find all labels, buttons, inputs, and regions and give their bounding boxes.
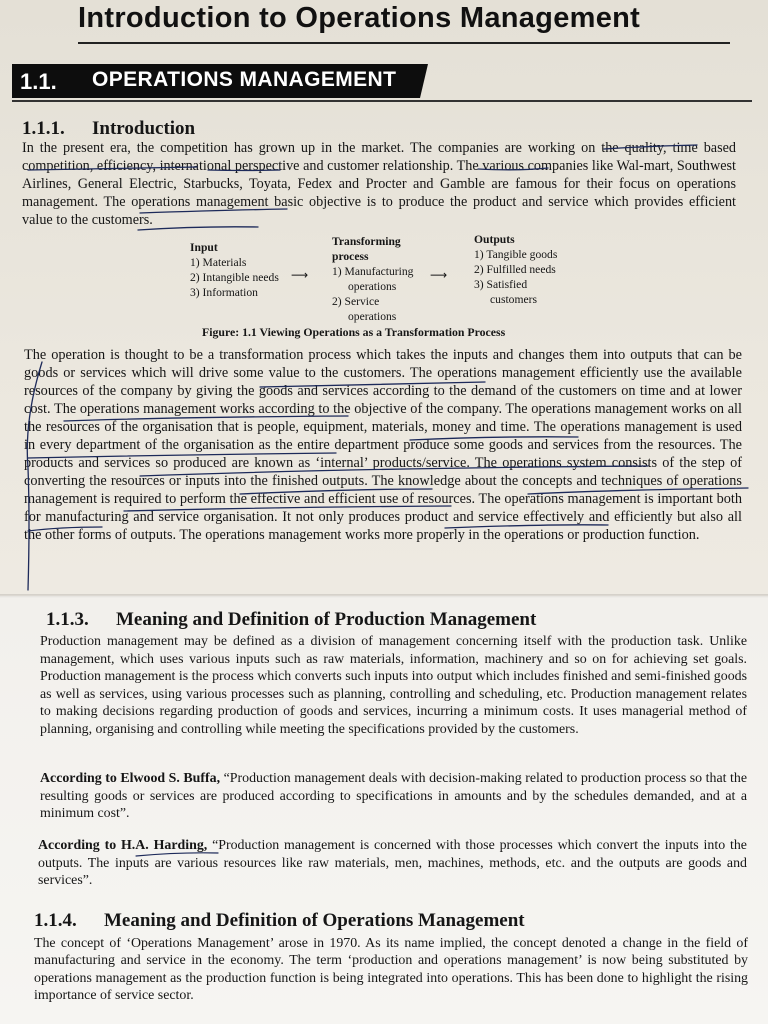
figure-input-item: 3) Information: [190, 286, 258, 299]
buffa-quote: “Production management deals with decision-making related to production process so that the resulting goods or services are produced according to specifications in amounts and by the schedules demanded, and at a minimum cost”.: [40, 771, 747, 822]
figure-transforming-item: operations: [348, 310, 397, 323]
production-management-paragraph: Production management may be defined as a division of management concerning itself with the production task. Unlike management, which uses various inputs such as raw materials, information, machinery and so on for achieving set goals. Production management is the process which converts such inputs into output which includes finished and semi-finished goods as well as services, using various processes such as planning, controlling and scheduling, etc. Production management relates to making decisions regarding production of goods and services, incurring a minimum costs. It uses managerial method of planning, organising and controlling while meeting the specifications provided by the customers.: [40, 634, 747, 737]
subsection-number: 1.1.3.: [46, 609, 89, 630]
figure-transforming-item: 1) Manufacturing: [332, 265, 414, 278]
buffa-attribution: According to Elwood S. Buffa,: [40, 771, 221, 786]
section-heading-bar-cap: [420, 64, 428, 98]
figure-transforming-item: 2) Service: [332, 295, 380, 308]
figure-outputs-heading: Outputs: [474, 233, 515, 246]
section-heading-rule: [12, 100, 752, 102]
figure-caption: Figure: 1.1 Viewing Operations as a Transformation Process: [202, 325, 506, 339]
figure-outputs-item: 3) Satisfied: [474, 278, 528, 291]
figure-transforming-item: operations: [348, 280, 397, 293]
section-title: OPERATIONS MANAGEMENT: [92, 68, 397, 91]
operations-management-paragraph: The concept of ‘Operations Management’ arose in 1970. As its name implied, the concept denoted a change in the field of manufacturing and service in the economy. The term ‘production and operations management’ is now being substituted by operations management as the production function is being integrated into operations. This has been done to highlight the rising importance of service sector.: [34, 936, 748, 1004]
figure-outputs-item: 1) Tangible goods: [474, 248, 558, 261]
section-number: 1.1.: [20, 69, 57, 94]
figure-outputs-item: 2) Fulfilled needs: [474, 263, 556, 276]
figure-outputs-column: [474, 232, 557, 307]
subsection-title: Meaning and Definition of Operations Management: [104, 910, 525, 931]
title-underline: [78, 42, 730, 44]
harding-definition-paragraph: [38, 837, 747, 890]
figure-transforming-column: [332, 234, 413, 324]
chapter-title: Introduction to Operations Management: [78, 2, 641, 34]
subsection-title: Introduction: [92, 118, 196, 139]
figure-input-item: 1) Materials: [190, 256, 247, 269]
figure-transforming-heading: Transforming: [332, 235, 401, 248]
subsection-number: 1.1.4.: [34, 910, 77, 931]
harding-quote: “Production management is concerned with those processes which convert the inputs into the outputs. The inputs are various resources like raw materials, men, machines, methods, etc. and the outputs are goods and services”.: [38, 838, 747, 889]
figure-outputs-item: customers: [490, 293, 538, 306]
figure-input-item: 2) Intangible needs: [190, 271, 279, 284]
figure-input-column: [190, 240, 279, 300]
transformation-paragraph: The operation is thought to be a transformation process which takes the inputs and changes them into outputs that can be goods or services which will drive some value to the customers. The operations management efficiently use the available resources of the company by giving the goods and services according to the demand of the customers on time and at lower cost. The operations management works according to the objective of the company. The operations management works on all the resources of the organisation that is people, equipment, materials, money and time. The operations management is used in every department of the organisation as the entire department produce some goods and services from the resources. The products and services so produced are known as ‘internal’ products/service. The operations system consists of the step of converting the resources or inputs into the finished outputs. The knowledge about the concepts and techniques of operations management is required to perform the effective and efficient use of resources. The operations management is important both for manufacturing and service organisation. It not only produces product and service effectively and efficiently but also all the other forms of outputs. The operations management works more properly in the operations or production function.: [24, 347, 742, 544]
figure-input-heading: Input: [190, 241, 218, 254]
subsection-number: 1.1.1.: [22, 118, 65, 139]
harding-attribution: According to H.A. Harding,: [38, 838, 208, 853]
page-fold-shadow: [0, 594, 768, 598]
figure-transforming-heading-line2: process: [332, 250, 369, 263]
buffa-definition-paragraph: [40, 770, 747, 823]
subsection-heading-introduction: [22, 118, 195, 140]
subsection-heading-operations-management: [34, 910, 525, 932]
right-arrow-icon: ⟶: [291, 268, 309, 282]
subsection-title: Meaning and Definition of Production Management: [116, 609, 537, 630]
right-arrow-icon: ⟶: [430, 268, 448, 282]
introduction-paragraph: In the present era, the competition has grown up in the market. The companies are working on the quality, time based competition, efficiency, international perspective and customer relationship. The various companies like Wal-mart, Southwest Airlines, General Electric, Starbucks, Toyata, Fedex and Procter and Gamble are famous for their focus on operations management. The operations management basic objective is to produce the product and service which provides efficient value to the customers.: [22, 140, 736, 229]
subsection-heading-production-management: [46, 609, 536, 631]
